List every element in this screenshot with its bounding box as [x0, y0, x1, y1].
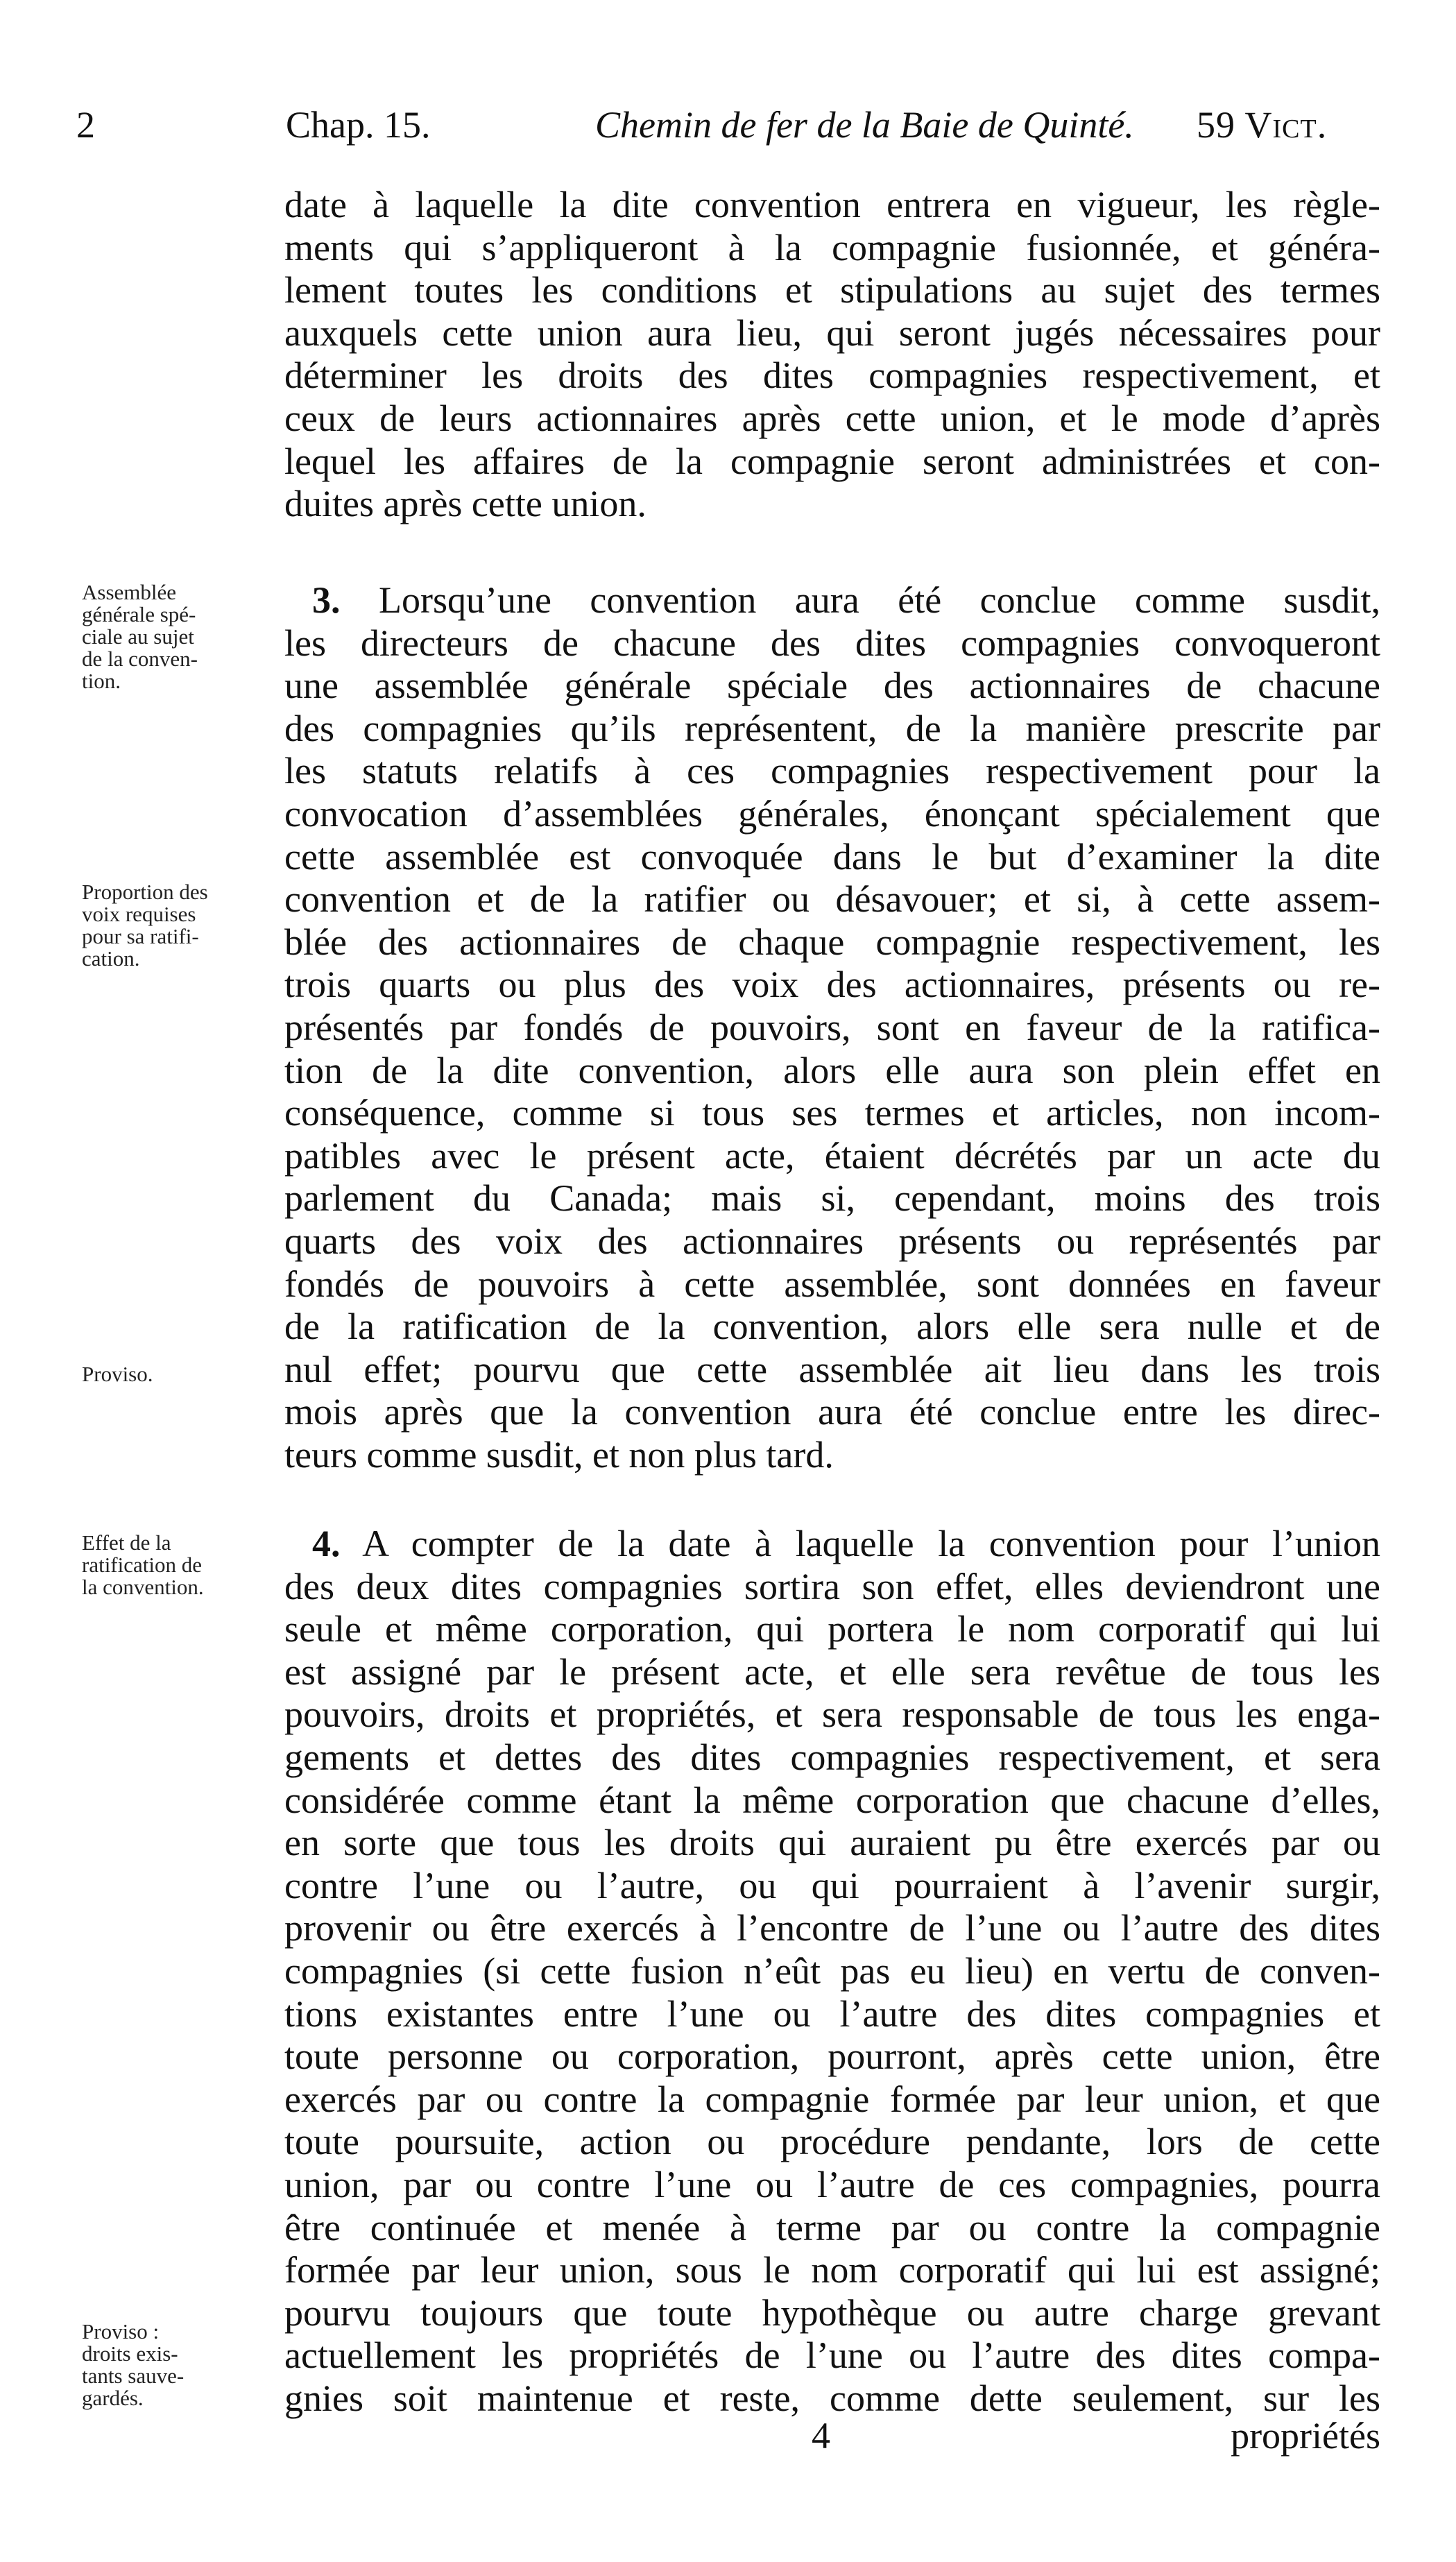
- margin-note-line: générale spé-: [82, 602, 196, 626]
- margin-note-proviso: [82, 1363, 269, 1385]
- text-line: est assigné par le présent acte, et elle sera revêtue de tous les: [284, 1650, 1380, 1693]
- margin-note-assemblee: [82, 581, 269, 692]
- text-line: ments qui s’appliqueront à la compagnie fusionnée, et généra-: [284, 226, 1380, 268]
- text-line: considérée comme étant la même corporation que chacune d’elles,: [284, 1779, 1380, 1821]
- regnal-year: 59 Vict.: [1197, 104, 1328, 146]
- margin-note-line: gardés.: [82, 2386, 144, 2410]
- text-line: ceux de leurs actionnaires après cette union, et le mode d’après: [284, 397, 1380, 439]
- text-line: des deux dites compagnies sortira son effet, elles deviendront une: [284, 1565, 1380, 1607]
- text-line: exercés par ou contre la compagnie formée par leur union, et que: [284, 2078, 1380, 2120]
- text-line: date à laquelle la dite convention entrera en vigueur, les règle-: [284, 184, 1380, 225]
- section-3-first-line: [284, 579, 1380, 622]
- text-line: seule et même corporation, qui portera le nom corporatif qui lui: [284, 1608, 1380, 1650]
- catchword: propriétés: [1231, 2415, 1380, 2457]
- text-line: contre l’une ou l’autre, ou qui pourraient à l’avenir surgir,: [284, 1864, 1380, 1906]
- margin-note-line: Assemblée: [82, 580, 177, 604]
- text-line: de la ratification de la convention, alors elle sera nulle et de: [284, 1306, 1380, 1348]
- intro-paragraph: [284, 184, 1380, 526]
- chapter-label: Chap. 15.: [286, 104, 431, 146]
- section-4: [284, 1523, 1380, 2420]
- running-header: [76, 97, 1380, 153]
- text-line: gnies soit maintenue et reste, comme dette seulement, sur les: [284, 2377, 1380, 2419]
- page-footer: [284, 2414, 1380, 2457]
- margin-note-line: Effet de la: [82, 1530, 171, 1555]
- text-line: tions existantes entre l’une ou l’autre des dites compagnies et: [284, 1992, 1380, 2035]
- text-line: gements et dettes des dites compagnies respectivement, et sera: [284, 1736, 1380, 1778]
- text-line: conséquence, comme si tous ses termes et articles, non incom-: [284, 1092, 1380, 1134]
- text-line: une assemblée générale spéciale des actionnaires de chacune: [284, 665, 1380, 707]
- text-line: en sorte que tous les droits qui auraient pu être exercés par ou: [284, 1822, 1380, 1864]
- signature-mark: 4: [812, 2415, 830, 2457]
- text-line: pouvoirs, droits et propriétés, et sera responsable de tous les enga-: [284, 1693, 1380, 1736]
- margin-note-line: Proportion des: [82, 880, 208, 904]
- text-line: convention et de la ratifier ou désavouer; et si, à cette assem-: [284, 878, 1380, 921]
- text-line: convocation d’assemblées générales, énonçant spécialement que: [284, 792, 1380, 835]
- margin-note-line: tants sauve-: [82, 2364, 185, 2388]
- margin-note-line: tion.: [82, 669, 121, 693]
- margin-note-line: cation.: [82, 946, 140, 971]
- margin-note-line: pour sa ratifi-: [82, 924, 199, 948]
- text-line: Lorsqu’une convention aura été conclue comme susdit,: [378, 579, 1380, 621]
- margin-note-line: Proviso :: [82, 2319, 160, 2343]
- margin-note-effet: [82, 1532, 269, 1598]
- text-line: les statuts relatifs à ces compagnies respectivement pour la: [284, 750, 1380, 792]
- text-line: formée par leur union, sous le nom corporatif qui lui est assigné;: [284, 2249, 1380, 2291]
- text-line: lequel les affaires de la compagnie seront administrées et con-: [284, 440, 1380, 482]
- margin-note-line: ciale au sujet: [82, 624, 194, 649]
- margin-note-proviso-droits: [82, 2321, 269, 2409]
- margin-note-line: de la conven-: [82, 647, 198, 671]
- text-line: compagnies (si cette fusion n’eût pas eu lieu) en vertu de conven-: [284, 1949, 1380, 1992]
- margin-note-line: droits exis-: [82, 2341, 178, 2366]
- text-line: parlement du Canada; mais si, cependant, moins des trois: [284, 1177, 1380, 1220]
- text-line: A compter de la date à laquelle la convention pour l’union: [362, 1523, 1380, 1564]
- margin-note-line: la convention.: [82, 1575, 204, 1599]
- margin-note-line: voix requises: [82, 902, 196, 926]
- text-line: nul effet; pourvu que cette assemblée ait lieu dans les trois: [284, 1348, 1380, 1390]
- text-line: mois après que la convention aura été conclue entre les direc-: [284, 1391, 1380, 1433]
- section-number: 3.: [312, 579, 341, 621]
- text-line: toute personne ou corporation, pourront, après cette union, être: [284, 2035, 1380, 2078]
- text-line: présentés par fondés de pouvoirs, sont en faveur de la ratifica-: [284, 1006, 1380, 1048]
- text-line: tion de la dite convention, alors elle aura son plein effet en: [284, 1049, 1380, 1091]
- text-line: lement toutes les conditions et stipulations au sujet des termes: [284, 269, 1380, 311]
- text-line: les directeurs de chacune des dites compagnies convoqueront: [284, 622, 1380, 664]
- section-4-first-line: [284, 1523, 1380, 1566]
- section-3: [284, 579, 1380, 1476]
- text-line: quarts des voix des actionnaires présents ou représentés par: [284, 1220, 1380, 1262]
- text-line: déterminer les droits des dites compagnies respectivement, et: [284, 355, 1380, 397]
- margin-note-proportion: [82, 881, 269, 970]
- text-line: pourvu toujours que toute hypothèque ou autre charge grevant: [284, 2291, 1380, 2334]
- text-line: toute poursuite, action ou procédure pendante, lors de cette: [284, 2121, 1380, 2163]
- text-line: teurs comme susdit, et non plus tard.: [284, 1433, 834, 1476]
- text-line: fondés de pouvoirs à cette assemblée, sont données en faveur: [284, 1263, 1380, 1305]
- text-line: union, par ou contre l’une ou l’autre de ces compagnies, pourra: [284, 2163, 1380, 2205]
- running-title: Chemin de fer de la Baie de Quinté.: [595, 104, 1134, 146]
- text-line: provenir ou être exercés à l’encontre de l’une ou l’autre des dites: [284, 1907, 1380, 1949]
- margin-note-line: ratification de: [82, 1553, 202, 1577]
- section-number: 4.: [312, 1523, 341, 1564]
- page-number: 2: [76, 104, 95, 146]
- text-line: duites après cette union.: [284, 483, 646, 525]
- text-line: des compagnies qu’ils représentent, de la manière prescrite par: [284, 707, 1380, 749]
- text-line: blée des actionnaires de chaque compagnie respectivement, les: [284, 921, 1380, 963]
- text-line: être continuée et menée à terme par ou contre la compagnie: [284, 2206, 1380, 2248]
- text-line: trois quarts ou plus des voix des actionnaires, présents ou re-: [284, 964, 1380, 1006]
- text-line: cette assemblée est convoquée dans le but d’examiner la dite: [284, 835, 1380, 878]
- text-line: auxquels cette union aura lieu, qui seront jugés nécessaires pour: [284, 311, 1380, 354]
- text-line: actuellement les propriétés de l’une ou l’autre des dites compa-: [284, 2334, 1380, 2377]
- margin-note-line: Proviso.: [82, 1362, 153, 1386]
- text-line: patibles avec le présent acte, étaient décrétés par un acte du: [284, 1134, 1380, 1177]
